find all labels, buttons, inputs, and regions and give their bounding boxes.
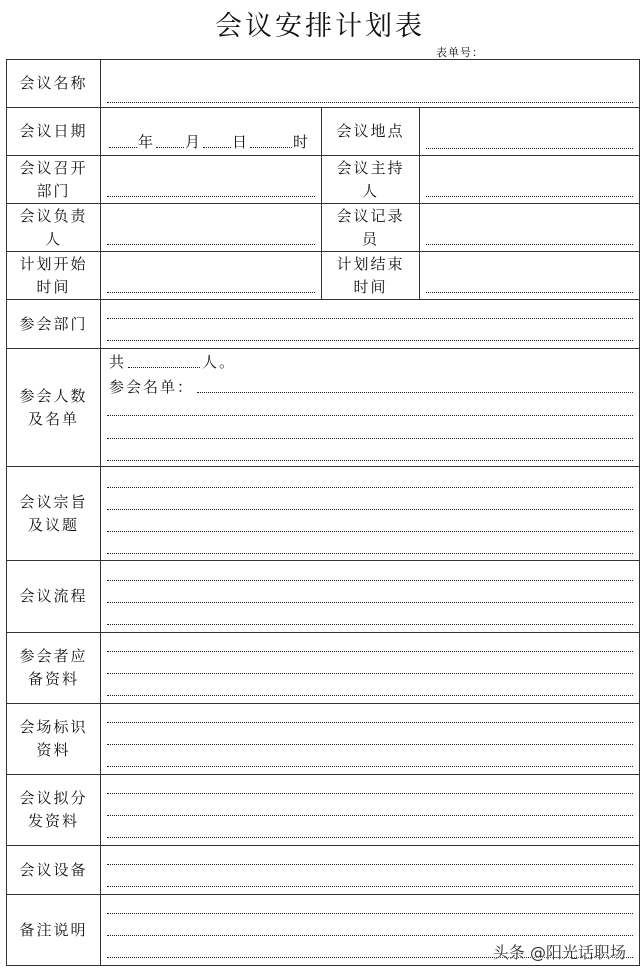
field-equipment[interactable] bbox=[101, 846, 640, 895]
field-purpose-topics[interactable] bbox=[101, 467, 640, 561]
unit-year: 年 bbox=[138, 133, 156, 151]
watermark: 头条 @阳光话职场 bbox=[492, 943, 626, 962]
field-venue-signage[interactable] bbox=[101, 704, 640, 775]
field-planned-start[interactable] bbox=[101, 252, 322, 300]
meeting-plan-form bbox=[6, 59, 640, 966]
date-month-blank[interactable] bbox=[156, 146, 184, 148]
field-meeting-date[interactable] bbox=[101, 108, 322, 156]
label-meeting-process: 会议流程 bbox=[7, 561, 101, 633]
field-handouts[interactable] bbox=[101, 775, 640, 846]
label-meeting-location: 会议地点 bbox=[322, 108, 420, 156]
field-meeting-host[interactable] bbox=[420, 156, 640, 204]
field-meeting-leader[interactable] bbox=[101, 204, 322, 252]
attendees-total-blank[interactable] bbox=[128, 366, 200, 368]
field-meeting-location[interactable] bbox=[420, 108, 640, 156]
label-purpose-topics: 会议宗旨 及议题 bbox=[7, 467, 101, 561]
field-planned-end[interactable] bbox=[420, 252, 640, 300]
label-meeting-leader: 会议负责 人 bbox=[7, 204, 101, 252]
attendees-total-suffix: 人。 bbox=[202, 353, 237, 371]
field-attendee-materials[interactable] bbox=[101, 633, 640, 704]
date-hour-blank[interactable] bbox=[250, 146, 292, 148]
label-attendee-materials: 参会者应 备资料 bbox=[7, 633, 101, 704]
form-number-label: 表单号： bbox=[436, 46, 484, 59]
label-convening-dept: 会议召开 部门 bbox=[7, 156, 101, 204]
field-convening-dept[interactable] bbox=[101, 156, 322, 204]
label-handouts: 会议拟分 发资料 bbox=[7, 775, 101, 846]
unit-day: 日 bbox=[232, 133, 250, 151]
date-year-blank[interactable] bbox=[109, 146, 137, 148]
label-participating-depts: 参会部门 bbox=[7, 300, 101, 349]
page-title: 会议安排计划表 bbox=[215, 11, 425, 42]
label-venue-signage: 会场标识 资料 bbox=[7, 704, 101, 775]
unit-month: 月 bbox=[185, 133, 203, 151]
field-participating-depts[interactable] bbox=[101, 300, 640, 349]
field-meeting-name[interactable] bbox=[101, 60, 640, 108]
date-day-blank[interactable] bbox=[203, 146, 231, 148]
attendees-list-label: 参会名单： bbox=[109, 378, 195, 396]
attendees-total-prefix: 共 bbox=[109, 353, 127, 371]
label-planned-end: 计划结束 时间 bbox=[322, 252, 420, 300]
label-meeting-host: 会议主持 人 bbox=[322, 156, 420, 204]
unit-hour: 时 bbox=[293, 133, 311, 151]
label-planned-start: 计划开始 时间 bbox=[7, 252, 101, 300]
label-attendees: 参会人数 及名单 bbox=[7, 349, 101, 467]
label-meeting-recorder: 会议记录 员 bbox=[322, 204, 420, 252]
field-meeting-process[interactable] bbox=[101, 561, 640, 633]
label-meeting-name: 会议名称 bbox=[7, 60, 101, 108]
label-meeting-date: 会议日期 bbox=[7, 108, 101, 156]
label-remarks: 备注说明 bbox=[7, 895, 101, 966]
field-meeting-recorder[interactable] bbox=[420, 204, 640, 252]
field-attendees[interactable] bbox=[101, 349, 640, 467]
label-equipment: 会议设备 bbox=[7, 846, 101, 895]
